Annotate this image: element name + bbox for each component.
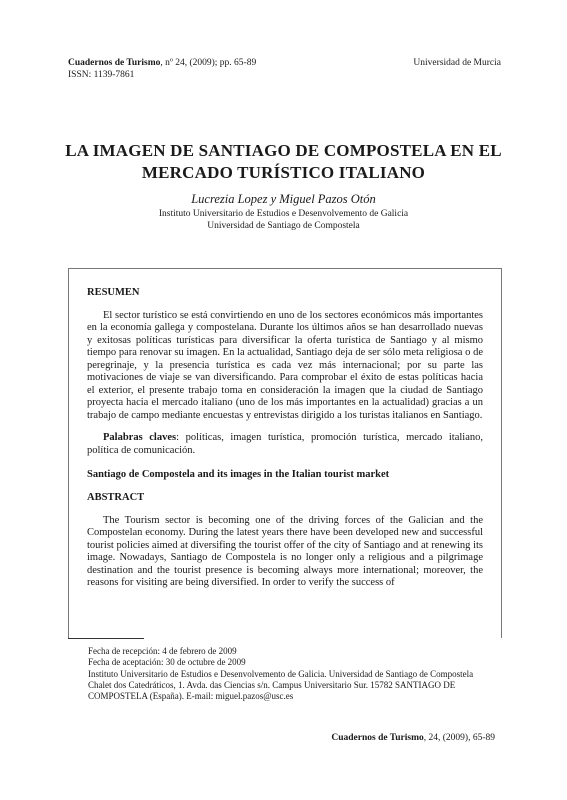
footnote-divider xyxy=(68,638,144,639)
journal-issue: , nº 24, (2009); pp. 65-89 xyxy=(160,58,257,68)
footnotes xyxy=(88,646,488,702)
english-title: Santiago de Compostela and its images in the Italian tourist market xyxy=(87,468,390,480)
institution-1: Instituto Universitario de Estudios e Desenvolvemento de Galicia xyxy=(158,209,409,219)
institution-2: Universidad de Santiago de Compostela xyxy=(207,221,360,231)
running-header xyxy=(68,57,256,81)
footer-issue: , 24, (2009), 65-89 xyxy=(423,733,495,743)
resumen-body: El sector turístico se está convirtiendo en uno de los sectores económicos más importantes en la economía gallega y compostelana. Durante los últimos años se han desarrollado nuevas y exitosas políticas turísticas para diversificar la oferta turística de Santiago y al mismo tiempo para renovar su imagen. En la actualidad, Santiago deja de ser sólo meta religiosa o de peregrinaje, y la presencia turística es cada vez más internacional; por su parte las motivaciones de viaje se van diversificando. Para comprobar el éxito de estas políticas hacia el exterior, el presente trabajo toma en consideración la imagen que la ciudad de Santiago proyecta hacia el mercado italiano (uno de los más importantes en la actualidad) gracias a un trabajo de campo mediante encuestas y entrevistas dirigido a los turistas italianos en Santiago. xyxy=(87,309,483,421)
title-line-2: MERCADO TURÍSTICO ITALIANO xyxy=(141,163,426,182)
university-name: Universidad de Murcia xyxy=(413,58,501,68)
resumen-heading: RESUMEN xyxy=(87,287,140,298)
issn: ISSN: 1139-7861 xyxy=(68,70,135,80)
received-date: Fecha de recepción: 4 de febrero de 2009 xyxy=(88,646,237,656)
keywords-label: Palabras claves xyxy=(103,432,177,444)
abstract-content xyxy=(87,287,483,590)
journal-name: Cuadernos de Turismo xyxy=(68,58,161,68)
footer-journal: Cuadernos de Turismo xyxy=(331,733,424,743)
abstract-heading: ABSTRACT xyxy=(87,492,145,504)
title-line-1: LA IMAGEN DE SANTIAGO DE COMPOSTELA EN EL xyxy=(65,141,502,160)
keywords-paragraph xyxy=(87,432,483,457)
author-address: Instituto Universitario de Estudios e Desenvolvemento de Galicia. Universidad de Santiago de Compostela Chalet dos Catedráticos, 1. Avda. das Ciencias s/n. Campus Universitario Sur. 15782 SANTIAGO DE COMPOSTELA (España). E-mail: miguel.pazos@usc.es xyxy=(88,668,474,702)
page-title xyxy=(40,140,527,184)
keywords-text: : políticas, imagen turística, promoción turística, mercado italiano, política de comunicación. xyxy=(87,432,484,457)
accepted-date: Fecha de aceptación: 30 de octubre de 2009 xyxy=(88,657,246,668)
authors: Lucrezia Lopez y Miguel Pazos Otón xyxy=(191,192,376,206)
page-footer xyxy=(331,733,495,743)
abstract-body: The Tourism sector is becoming one of the driving forces of the Galician and the Compostelan economy. During the latest years there have been developed new and successful tourist policies aimed at diversifing the tourist offer of the city of Santiago and at renewing its image. Nowadays, Santiago de Compostela is no longer only a religious and a pilgrimage destination and the tourist presence is becoming always more international; moreover, the reasons for visiting are being diversified. In order to verify the success of xyxy=(87,514,483,589)
